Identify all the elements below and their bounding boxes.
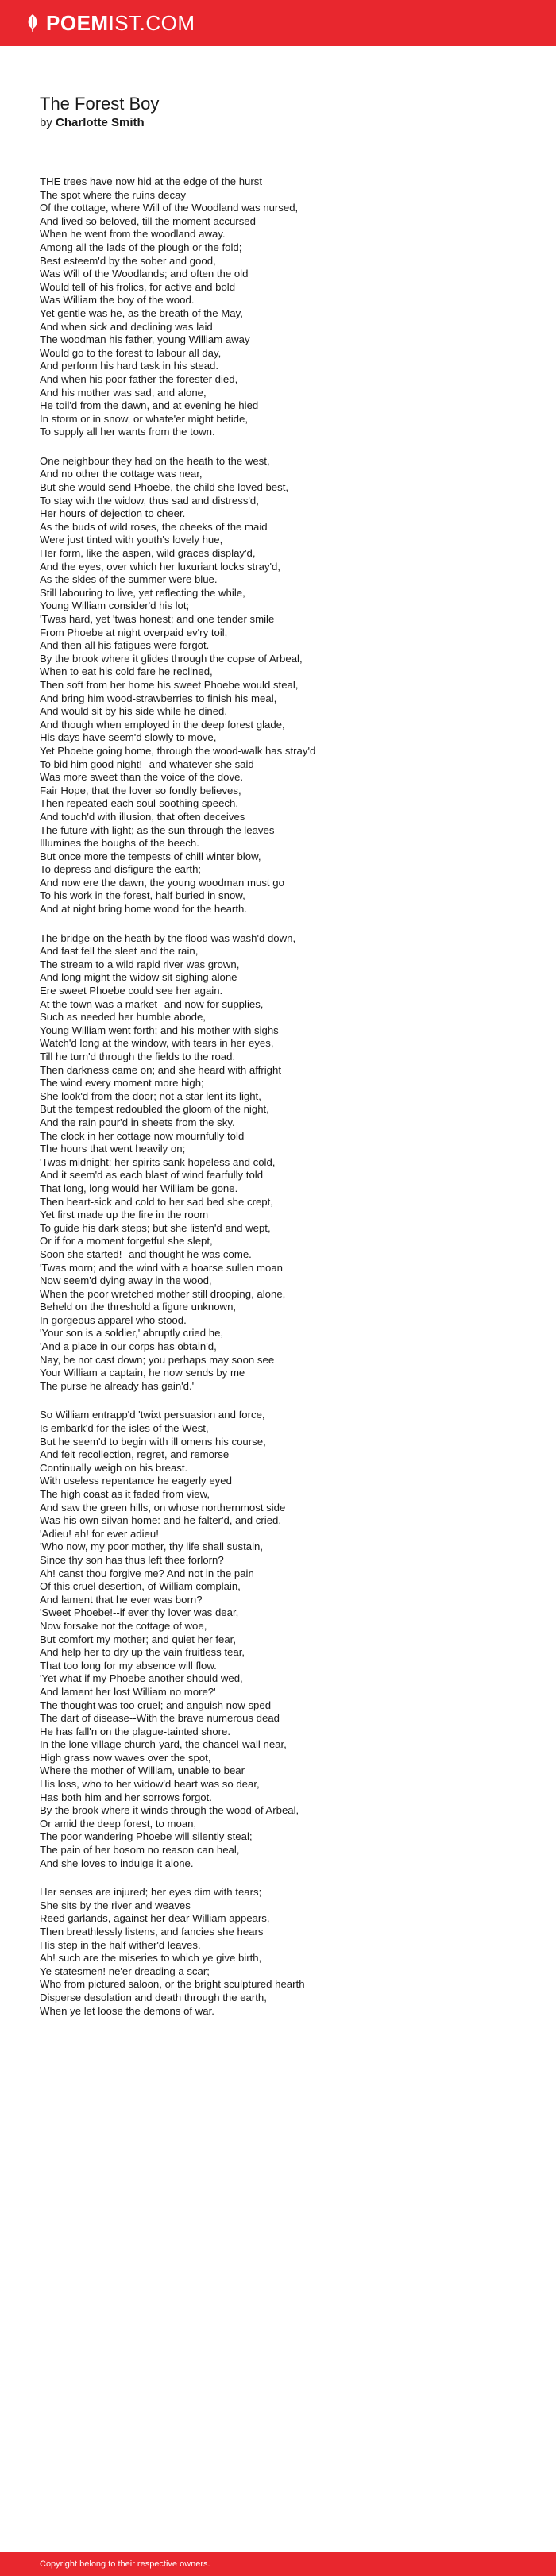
poem-line: And no other the cottage was near, [40, 468, 203, 480]
poem-line: The stream to a wild rapid river was grown, [40, 958, 240, 970]
poem-line: Or if for a moment forgetful she slept, [40, 1235, 213, 1248]
poem-line: Ye statesmen! ne'er dreading a scar; [40, 1965, 210, 1977]
poem-line: The thought was too cruel; and anguish now sped [40, 1699, 272, 1711]
by-label: by [40, 116, 52, 129]
poem-line: She sits by the river and weaves [40, 1899, 191, 1911]
poem-line: Among all the lads of the plough or the fold; [40, 241, 242, 253]
poem-line: Illumines the boughs of the beech. [40, 837, 199, 850]
poem-line: The poor wandering Phoebe will silently steal; [40, 1830, 253, 1843]
poem-line: 'Adieu! ah! for ever adieu! [40, 1527, 159, 1540]
poem-line: When he went from the woodland away. [40, 228, 226, 241]
poem-line: Of the cottage, where Will of the Woodland was nursed, [40, 202, 299, 214]
poem-line: But the tempest redoubled the gloom of the night, [40, 1103, 269, 1116]
poem-line: 'And a place in our corps has obtain'd, [40, 1340, 217, 1353]
poem-line: High grass now waves over the spot, [40, 1751, 211, 1764]
poem-line: And when sick and declining was laid [40, 320, 213, 333]
poem-line: Still labouring to live, yet reflecting the while, [40, 586, 245, 599]
poem-line: The wind every moment more high; [40, 1077, 204, 1089]
poem-line: And his mother was sad, and alone, [40, 386, 207, 399]
poem-line: As the buds of wild roses, the cheeks of the maid [40, 520, 268, 533]
poem-line: Beheld on the threshold a figure unknown, [40, 1301, 237, 1313]
poem-line: And the eyes, over which her luxuriant locks stray'd, [40, 560, 281, 573]
poem-line: Then heart-sick and cold to her sad bed she crept, [40, 1195, 273, 1208]
poem-line: And felt recollection, regret, and remorse [40, 1448, 230, 1461]
poem-line: And help her to dry up the vain fruitless tear, [40, 1646, 245, 1659]
poem-line: The woodman his father, young William away [40, 334, 250, 346]
poem-line: The dart of disease--With the brave numerous dead [40, 1712, 280, 1725]
poem-line: And lament that he ever was born? [40, 1593, 203, 1606]
poem-line: His loss, who to her widow'd heart was so dear, [40, 1778, 260, 1791]
poem-line: When to eat his cold fare he reclined, [40, 665, 213, 678]
poem-line: Best esteem'd by the sober and good, [40, 254, 216, 267]
poem-line: Was more sweet than the voice of the dove. [40, 771, 244, 784]
poem-line: And she loves to indulge it alone. [40, 1857, 194, 1869]
poem-line: To stay with the widow, thus sad and distress'd, [40, 494, 259, 507]
poem-line: And when his poor father the forester died, [40, 372, 238, 385]
site-logo-text [46, 13, 195, 33]
poem-line: His step in the half wither'd leaves. [40, 1938, 201, 1951]
poem-line: The future with light; as the sun through the leaves [40, 823, 275, 836]
stanza [40, 1409, 532, 1870]
poem-line: And it seem'd as each blast of wind fearfully told [40, 1169, 264, 1182]
poem-line: Was William the boy of the wood. [40, 294, 195, 307]
poem-line: When ye let loose the demons of war. [40, 2004, 214, 2017]
poem-line: Is embark'd for the isles of the West, [40, 1422, 209, 1435]
poem-line: Ah! such are the miseries to which ye give birth, [40, 1952, 262, 1965]
poem-heading [40, 94, 532, 131]
poem-line: Then repeated each soul-soothing speech, [40, 797, 239, 810]
poem-line: By the brook where it glides through the copse of Arbeal, [40, 652, 303, 665]
poem-line: To guide his dark steps; but she listen'd and wept, [40, 1221, 271, 1234]
poem-line: That too long for my absence will flow. [40, 1659, 217, 1672]
poem-line: Soon she started!--and thought he was come. [40, 1248, 252, 1260]
poem-line: That long, long would her William be gone. [40, 1182, 238, 1194]
poem-line: But she would send Phoebe, the child she loved best, [40, 481, 289, 494]
site-header [0, 0, 556, 46]
poem-line: Of this cruel desertion, of William complain, [40, 1580, 241, 1593]
poem-line: Or amid the deep forest, to moan, [40, 1817, 197, 1830]
poem-line: With useless repentance he eagerly eyed [40, 1475, 232, 1487]
poem-line: THE trees have now hid at the edge of the hurst [40, 175, 263, 187]
poem-line: His days have seem'd slowly to move, [40, 731, 217, 744]
poem-line: To his work in the forest, half buried in snow, [40, 889, 245, 902]
poem-line: But once more the tempests of chill winter blow, [40, 850, 261, 862]
poem-line: And saw the green hills, on whose northernmost side [40, 1501, 286, 1514]
poem-line: But he seem'd to begin with ill omens his course, [40, 1435, 266, 1448]
poem-line: Such as needed her humble abode, [40, 1011, 206, 1024]
poem-line: Has both him and her sorrows forgot. [40, 1791, 212, 1803]
poem-line: Nay, be not cast down; you perhaps may soon see [40, 1353, 275, 1366]
poem-line: At the town was a market--and now for supplies, [40, 997, 264, 1010]
poem-line: Where the mother of William, unable to bear [40, 1764, 245, 1777]
byline [40, 115, 532, 131]
stanza [40, 175, 532, 439]
poem-line: Her senses are injured; her eyes dim with tears; [40, 1886, 262, 1899]
poem-body [40, 175, 532, 2034]
poem-line: When the poor wretched mother still drooping, alone, [40, 1287, 286, 1300]
poem-title: The Forest Boy [40, 94, 160, 114]
poem-line: But comfort my mother; and quiet her fear, [40, 1633, 237, 1645]
poem-line: In the lone village church-yard, the chancel-wall near, [40, 1738, 287, 1751]
poem-line: Were just tinted with youth's lovely hue, [40, 534, 223, 546]
poem-line: Then soft from her home his sweet Phoebe would steal, [40, 678, 299, 691]
poem-line: To depress and disfigure the earth; [40, 863, 202, 876]
poem-line: 'Twas hard, yet 'twas honest; and one tender smile [40, 613, 275, 625]
author-link[interactable]: Charlotte Smith [56, 116, 145, 129]
poem-line: Was Will of the Woodlands; and often the old [40, 268, 249, 280]
poem-line: Watch'd long at the window, with tears in her eyes, [40, 1037, 274, 1050]
logo-thin-part: IST.COM [108, 11, 195, 35]
copyright-text: Copyright belong to their respective owners. [40, 2559, 210, 2569]
poem-line: And touch'd with illusion, that often deceives [40, 810, 245, 823]
poem-line: Your William a captain, he now sends by me [40, 1367, 245, 1379]
poem-line: Fair Hope, that the lover so fondly believes, [40, 784, 241, 796]
poem-line: Continually weigh on his breast. [40, 1461, 188, 1474]
poem-line: He has fall'n on the plague-tainted shore. [40, 1725, 231, 1737]
poem-line: The pain of her bosom no reason can heal, [40, 1844, 240, 1857]
poem-line: And lived so beloved, till the moment accursed [40, 214, 256, 227]
poem-line: She look'd from the door; not a star lent its light, [40, 1089, 261, 1102]
site-footer [0, 2552, 556, 2576]
poem-line: Young William went forth; and his mother with sighs [40, 1024, 279, 1036]
poem-line: And would sit by his side while he dined. [40, 705, 228, 718]
poem-line: Till he turn'd through the fields to the road. [40, 1051, 236, 1062]
poem-line: And long might the widow sit sighing alone [40, 971, 237, 984]
poem-line: The clock in her cottage now mournfully told [40, 1129, 245, 1142]
poem-line: Now forsake not the cottage of woe, [40, 1619, 207, 1632]
poem-line: 'Yet what if my Phoebe another should wed, [40, 1672, 243, 1685]
poem-line: And the rain pour'd in sheets from the sky. [40, 1116, 235, 1128]
poem-line: Since thy son has thus left thee forlorn? [40, 1553, 224, 1566]
poem-line: And fast fell the sleet and the rain, [40, 945, 199, 958]
stanza [40, 455, 532, 916]
stanza [40, 1886, 532, 2018]
poem-line: The hours that went heavily on; [40, 1143, 186, 1155]
poem-line: The purse he already has gain'd.' [40, 1379, 195, 1392]
quill-pen-icon [25, 13, 40, 33]
poem-line: The spot where the ruins decay [40, 188, 186, 201]
poem-line: And though when employed in the deep forest glade, [40, 718, 285, 731]
poem-line: Her hours of dejection to cheer. [40, 507, 186, 520]
poem-line: Disperse desolation and death through the earth, [40, 1991, 267, 2003]
poem-line: And at night bring home wood for the hearth. [40, 903, 247, 916]
poem-line: Would tell of his frolics, for active and bold [40, 280, 236, 293]
poem-line: And lament her lost William no more?' [40, 1685, 216, 1698]
poem-line: To bid him good night!--and whatever she said [40, 758, 254, 770]
logo-bold-part: POEM [46, 11, 109, 35]
poem-line: 'Twas morn; and the wind with a hoarse sullen moan [40, 1261, 283, 1274]
poem-line: He toil'd from the dawn, and at evening he hied [40, 399, 259, 412]
poem-line: From Phoebe at night overpaid ev'ry toil, [40, 626, 228, 638]
poem-line: Yet first made up the fire in the room [40, 1209, 209, 1221]
poem-line: Young William consider'd his lot; [40, 600, 190, 612]
poem-line: 'Sweet Phoebe!--if ever thy lover was dear, [40, 1606, 239, 1619]
poem-line: 'Who now, my poor mother, thy life shall sustain, [40, 1541, 264, 1553]
poem-line: Reed garlands, against her dear William appears, [40, 1912, 270, 1925]
site-logo-link[interactable] [25, 13, 195, 33]
poem-line: Was his own silvan home: and he falter'd, and cried, [40, 1514, 282, 1527]
poem-line: The high coast as it faded from view, [40, 1488, 210, 1500]
poem-line: So William entrapp'd 'twixt persuasion and force, [40, 1409, 265, 1421]
poem-line: One neighbour they had on the heath to the west, [40, 454, 270, 467]
poem-line: Her form, like the aspen, wild graces display'd, [40, 547, 256, 560]
poem-line: 'Your son is a soldier,' abruptly cried he, [40, 1327, 224, 1340]
poem-line: And perform his hard task in his stead. [40, 360, 219, 372]
poem-line: 'Twas midnight: her spirits sank hopeless and cold, [40, 1155, 276, 1168]
poem-line: Now seem'd dying away in the wood, [40, 1275, 212, 1287]
poem-line: Ah! canst thou forgive me? And not in the pain [40, 1567, 254, 1579]
poem-line: The bridge on the heath by the flood was wash'd down, [40, 931, 296, 944]
poem-line: And then all his fatigues were forgot. [40, 639, 210, 652]
poem-line: Yet gentle was he, as the breath of the May, [40, 307, 243, 319]
poem-line: To supply all her wants from the town. [40, 426, 215, 438]
poem-line: Then breathlessly listens, and fancies she hears [40, 1926, 264, 1938]
poem-line: Would go to the forest to labour all day, [40, 346, 222, 359]
poem-line: Who from pictured saloon, or the bright sculptured hearth [40, 1978, 305, 1991]
poem-line: And bring him wood-strawberries to finish his meal, [40, 692, 277, 704]
poem-line: Yet Phoebe going home, through the wood-walk has stray'd [40, 744, 316, 757]
poem-line: By the brook where it winds through the wood of Arbeal, [40, 1804, 299, 1817]
poem-line: And now ere the dawn, the young woodman must go [40, 876, 284, 889]
poem-line: As the skies of the summer were blue. [40, 573, 218, 586]
poem-line: In gorgeous apparel who stood. [40, 1313, 187, 1326]
poem-line: Then darkness came on; and she heard with affright [40, 1063, 281, 1076]
poem-line: Ere sweet Phoebe could see her again. [40, 985, 223, 997]
stanza [40, 932, 532, 1394]
poem-line: In storm or in snow, or whate'er might betide, [40, 412, 248, 425]
